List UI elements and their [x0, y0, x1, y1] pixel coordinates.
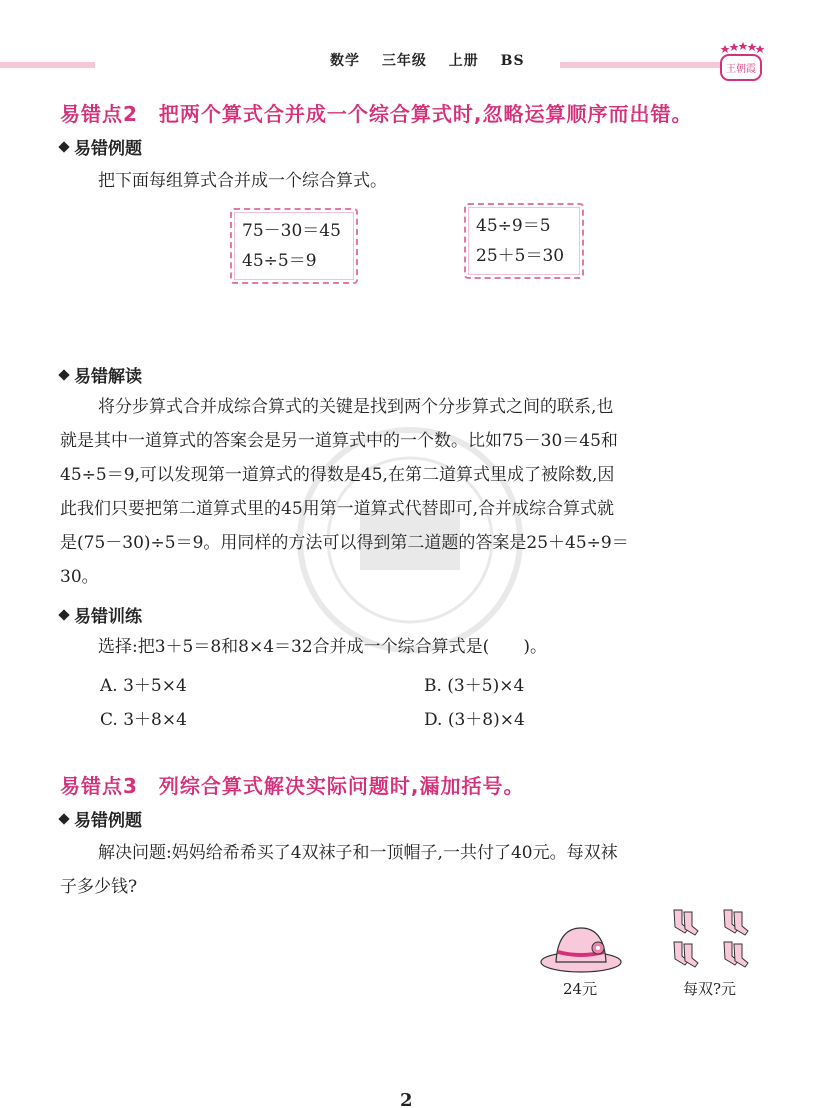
section-title-3: 易错点3 列综合算式解决实际问题时,漏加括号。: [60, 774, 525, 798]
subject: 数学: [330, 53, 360, 69]
train-head: 易错训练: [60, 602, 142, 627]
problem-line: 解决问题:妈妈给希希买了4双袜子和一顶帽子,一共付了40元。每双袜: [98, 843, 618, 863]
explain-line: 45÷5＝9,可以发现第一道算式的得数是45,在第二道算式里成了被除数,因: [60, 465, 615, 485]
diamond-bullet-icon: [58, 141, 69, 152]
problem-paragraph: [60, 836, 760, 904]
explain-line: 此我们只要把第二道算式里的45用第一道算式代替即可,合并成综合算式就: [60, 499, 615, 519]
diamond-bullet-icon: [58, 609, 69, 620]
running-head: [330, 50, 541, 70]
explain-line: 是(75－30)÷5＝9。用同样的方法可以得到第二道题的答案是25＋45÷9＝: [60, 533, 629, 553]
formula-box-2: [464, 203, 584, 279]
explain-line: 就是其中一道算式的答案会是另一道算式中的一个数。比如75－30＝45和: [60, 431, 618, 451]
page-number: 2: [400, 1090, 413, 1108]
explain-paragraph: [60, 390, 760, 594]
socks-caption: 每双?元: [683, 980, 737, 998]
option-a[interactable]: A. 3＋5×4: [100, 676, 187, 696]
socks-icon: [668, 908, 758, 974]
formula-box-1: [230, 208, 358, 284]
explain-head: 易错解读: [60, 362, 142, 387]
diamond-bullet-icon: [58, 369, 69, 380]
diamond-bullet-icon: [58, 813, 69, 824]
formula-line: 25＋5＝30: [476, 246, 565, 266]
option-b[interactable]: B. (3＋5)×4: [424, 676, 525, 696]
header-band-left: [0, 62, 95, 68]
svg-text:王朝霞: 王朝霞: [726, 64, 756, 75]
header-band-right: [560, 62, 720, 68]
edition: BS: [500, 53, 525, 69]
hat-icon: [538, 918, 624, 974]
train-question: 选择:把3＋5＝8和8×4＝32合并成一个综合算式是( )。: [98, 637, 547, 657]
formula-line: 45÷5＝9: [242, 251, 317, 271]
formula-line: 45÷9＝5: [476, 216, 551, 236]
option-d[interactable]: D. (3＋8)×4: [424, 710, 525, 730]
publisher-badge-icon: [717, 42, 765, 82]
example-head: 易错例题: [60, 134, 142, 159]
example-head-3: 易错例题: [60, 806, 142, 831]
volume: 上册: [448, 53, 479, 69]
grade: 三年级: [381, 53, 427, 69]
explain-line: 将分步算式合并成综合算式的关键是找到两个分步算式之间的联系,也: [98, 397, 614, 417]
problem-line: 子多少钱?: [60, 877, 138, 897]
explain-line: 30。: [60, 567, 99, 587]
example-text: 把下面每组算式合并成一个综合算式。: [98, 171, 387, 191]
hat-caption: 24元: [563, 980, 598, 998]
formula-line: 75－30＝45: [242, 221, 341, 241]
section-title-2: 易错点2 把两个算式合并成一个综合算式时,忽略运算顺序而出错。: [60, 102, 693, 126]
option-c[interactable]: C. 3＋8×4: [100, 710, 187, 730]
